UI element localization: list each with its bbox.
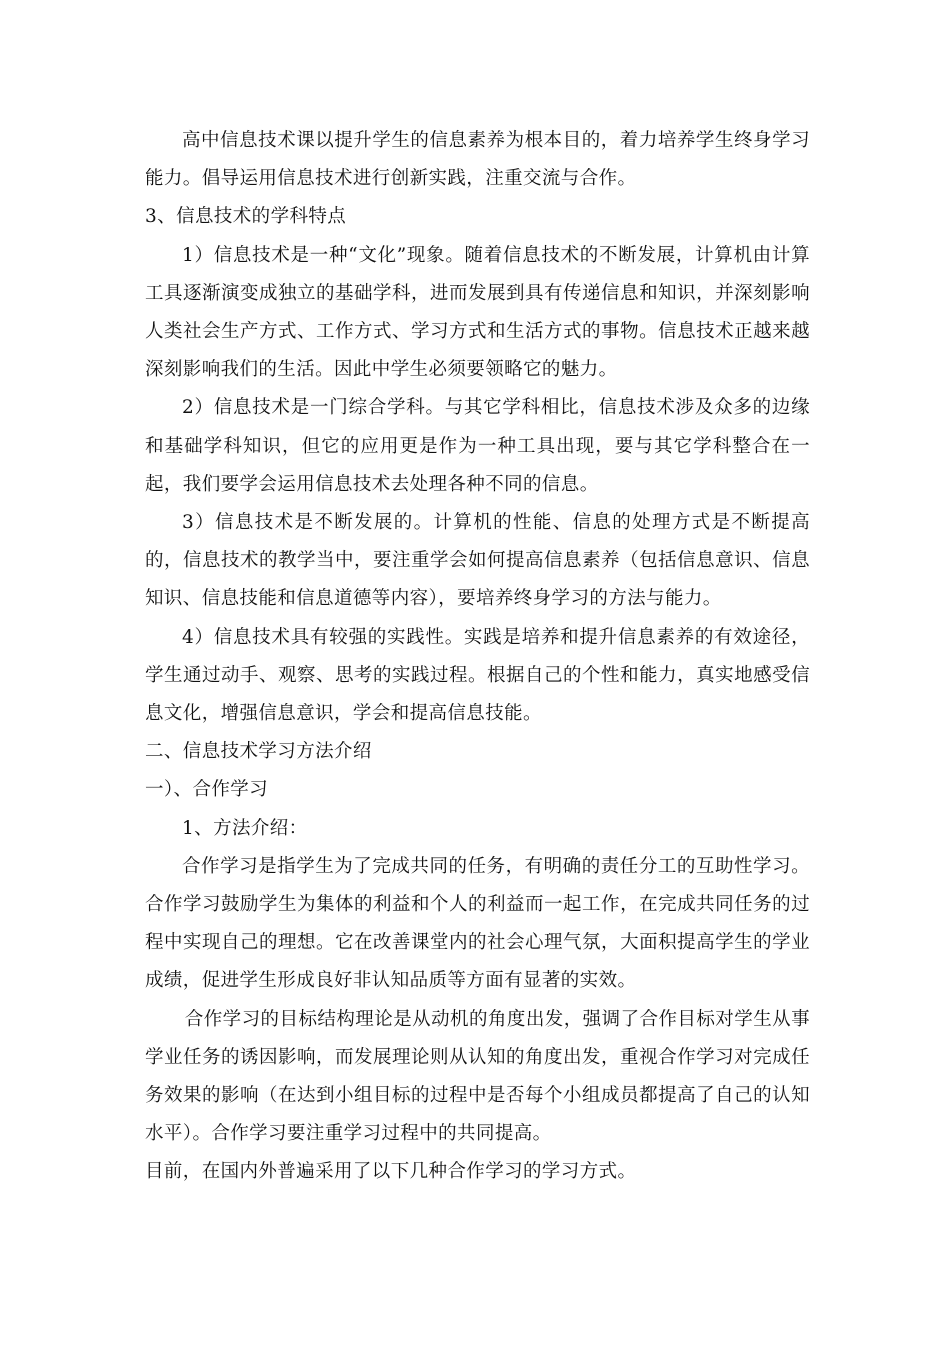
paragraph-feature-4: 4）信息技术具有较强的实践性。实践是培养和提升信息素养的有效途径，学生通过动手、观察、思考的实践过程。根据自己的个性和能力，真实地感受信息文化，增强信息意识，学会和提高信息技能。 xyxy=(145,626,810,725)
document-body xyxy=(145,122,810,1192)
subsection-heading-method-intro: 1、方法介绍： xyxy=(182,817,308,839)
paragraph-feature-2: 2）信息技术是一门综合学科。与其它学科相比，信息技术涉及众多的边缘和基础学科知识，但它的应用更是作为一种工具出现，要与其它学科整合在一起，我们要学会运用信息技术去处理各种不同的信息。 xyxy=(145,397,810,495)
paragraph-intro: 高中信息技术课以提升学生的信息素养为根本目的，着力培养学生终身学习能力。倡导运用信息技术进行创新实践，注重交流与合作。 xyxy=(145,130,810,190)
paragraph-feature-1: 1）信息技术是一种“文化”现象。随着信息技术的不断发展，计算机由计算工具逐渐演变成独立的基础学科，进而发展到具有传递信息和知识，并深刻影响人类社会生产方式、工作方式、学习方式和生活方式的事物。信息技术正越来越深刻影响我们的生活。因此中学生必须要领略它的魅力。 xyxy=(145,244,810,381)
paragraph-current-methods: 目前，在国内外普遍采用了以下几种合作学习的学习方式。 xyxy=(145,1161,637,1183)
paragraph-cooperative-definition: 合作学习是指学生为了完成共同的任务，有明确的责任分工的互助性学习。合作学习鼓励学生为集体的利益和个人的利益而一起工作，在完成共同任务的过程中实现自己的理想。它在改善课堂内的社会心理气氛，大面积提高学生的学业成绩，促进学生形成良好非认知品质等方面有显著的实效。 xyxy=(145,855,810,992)
subsection-heading-cooperative-learning: 一）、合作学习 xyxy=(145,779,269,801)
paragraph-cooperative-theory: 合作学习的目标结构理论是从动机的角度出发，强调了合作目标对学生从事学业任务的诱因影响，而发展理论则从认知的角度出发，重视合作学习对完成任务效果的影响（在达到小组目标的过程中是否每个小组成员都提高了自己的认知水平）。合作学习要注重学习过程中的共同提高。 xyxy=(145,1008,810,1145)
section-heading-learning-methods: 二、信息技术学习方法介绍 xyxy=(145,741,372,763)
paragraph-feature-3: 3）信息技术是不断发展的。计算机的性能、信息的处理方式是不断提高的，信息技术的教学当中，要注重学会如何提高信息素养（包括信息意识、信息知识、信息技能和信息道德等内容），要培养终身学习的方法与能力。 xyxy=(145,512,810,610)
section-heading-subject-features: 3、信息技术的学科特点 xyxy=(145,206,347,228)
